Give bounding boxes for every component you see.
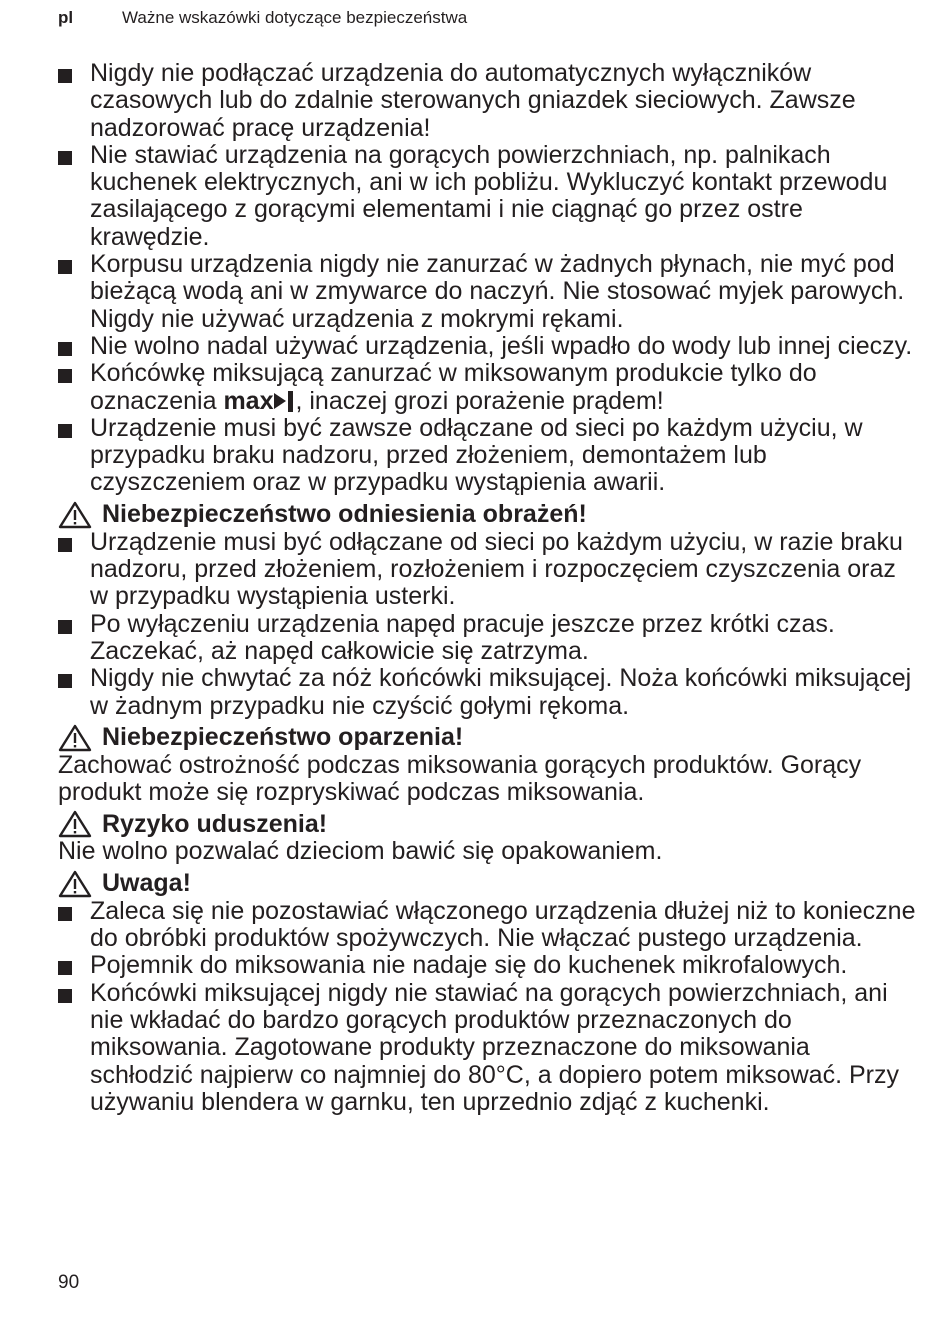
square-bullet-icon [58,151,72,165]
square-bullet-icon [58,424,72,438]
max-mark-arrow-icon [273,390,295,412]
list-item: Pojemnik do miksowania nie nadaje się do kuchenek mikrofalowych. [58,952,918,979]
injury-warning-heading: Niebezpieczeństwo odniesienia obrażeń! [58,501,918,529]
list-item: Urządzenie musi być zawsze odłączane od sieci po każdym użyciu, w przypadku braku nadzoru, przed złożeniem, demontażem lub czyszczeniem oraz w przypadku wystąpienia awarii. [58,415,918,497]
language-code: pl [58,8,74,27]
list-item: Nie stawiać urządzenia na gorących powierzchniach, np. palnikach kuchenek elektrycznych, ani w ich pobliżu. Wykluczyć kontakt przewodu zasilającego z gorącymi elementami i nie ciągnąć go przez ostre krawędzie. [58,142,918,251]
warning-triangle-icon [58,501,92,529]
max-mark-label: max [223,386,274,415]
square-bullet-icon [58,69,72,83]
list-item: Zaleca się nie pozostawiać włączonego urządzenia dłużej niż to konieczne do obróbki produktów spożywczych. Nie włączać pustego urządzenia. [58,898,918,953]
page-header [58,8,910,30]
warning-triangle-icon [58,724,92,752]
warning-triangle-icon [58,870,92,898]
warning-triangle-icon [58,810,92,838]
suffocation-warning-heading: Ryzyko uduszenia! [58,810,918,838]
running-title: Ważne wskazówki dotyczące bezpieczeństwa [122,8,468,27]
page-content [58,60,918,1116]
list-item: Nigdy nie chwytać za nóż końcówki miksującej. Noża końcówki miksującej w żadnym przypadku nie czyścić gołymi rękoma. [58,665,918,720]
square-bullet-icon [58,620,72,634]
square-bullet-icon [58,538,72,552]
caution-list [58,898,918,1116]
square-bullet-icon [58,989,72,1003]
list-item: Końcówkę miksującą zanurzać w miksowanym produkcie tylko do oznaczenia max , inaczej grozi porażenie prądem! [58,360,918,415]
caution-heading: Uwaga! [58,870,918,898]
list-item: Urządzenie musi być odłączane od sieci po każdym użyciu, w razie braku nadzoru, przed złożeniem, rozłożeniem i rozpoczęciem czyszczenia oraz w przypadku wystąpienia usterki. [58,529,918,611]
list-item: Nie wolno nadal używać urządzenia, jeśli wpadło do wody lub innej cieczy. [58,333,918,360]
square-bullet-icon [58,674,72,688]
safety-list [58,60,918,497]
square-bullet-icon [58,961,72,975]
suffocation-warning-text: Nie wolno pozwalać dzieciom bawić się opakowaniem. [58,837,663,866]
square-bullet-icon [58,907,72,921]
square-bullet-icon [58,342,72,356]
list-item: Końcówki miksującej nigdy nie stawiać na gorących powierzchniach, ani nie wkładać do bardzo gorących produktów przeznaczonych do miksowania. Zagotowane produkty przeznaczone do miksowania schłodzić najpierw co najmniej do 80°C, a dopiero potem miksować. Przy używaniu blendera w garnku, ten uprzednio zdjąć z kuchenki. [58,980,918,1116]
burn-warning-text: Zachować ostrożność podczas miksowania gorących produktów. Gorący produkt może się rozpryskiwać podczas miksowania. [58,750,862,807]
square-bullet-icon [58,369,72,383]
list-item: Nigdy nie podłączać urządzenia do automatycznych wyłączników czasowych lub do zdalnie sterowanych gniazdek sieciowych. Zawsze nadzorować pracę urządzenia! [58,60,918,142]
injury-warning-list [58,529,918,720]
square-bullet-icon [58,260,72,274]
list-item: Korpusu urządzenia nigdy nie zanurzać w żadnych płynach, nie myć pod bieżącą wodą ani w zmywarce do naczyń. Nie stosować myjek parowych. Nigdy nie używać urządzenia z mokrymi rękami. [58,251,918,333]
burn-warning-heading: Niebezpieczeństwo oparzenia! [58,724,918,752]
page-number: 90 [58,1272,80,1293]
list-item: Po wyłączeniu urządzenia napęd pracuje jeszcze przez krótki czas. Zaczekać, aż napęd całkowicie się zatrzyma. [58,611,918,666]
